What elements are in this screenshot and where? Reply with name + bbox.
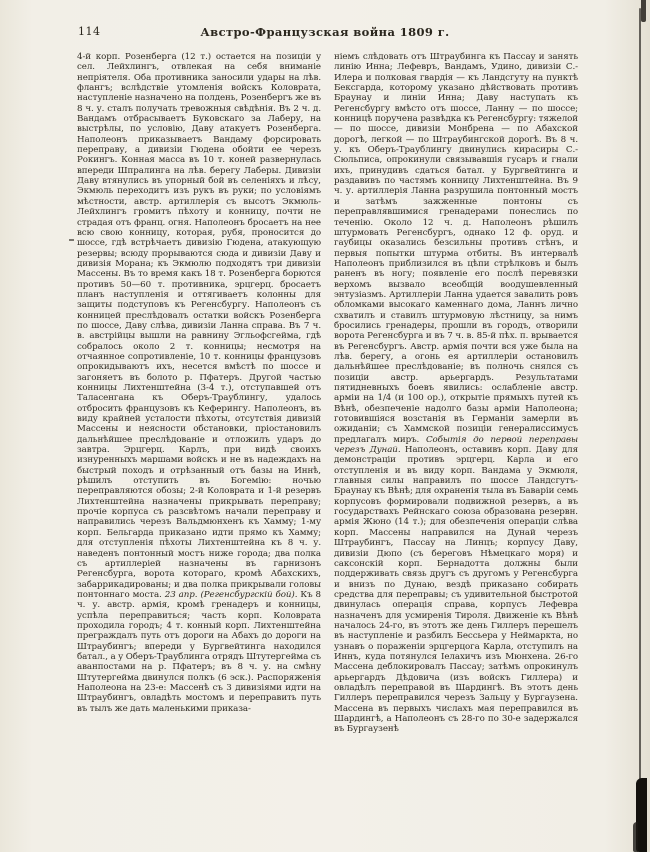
text-block — [77, 52, 578, 735]
page-header-title: Австро-Французская война 1809 г. — [200, 25, 450, 39]
page-header — [0, 0, 650, 43]
scan-top-artifact — [641, 0, 646, 22]
page-number: 114 — [78, 25, 101, 38]
text-column-right: ніемъ слѣдовать отъ Штраубинга къ Пассау и занять линію Инна; Лефевръ, Вандамъ, Удино, дивизіи С.-Илера и полковая гвардія — къ Ландсгуту на пунктѣ Бексгарда, которому указано дѣйствовать противъ Браунау и линіи Инна; Даву наступать къ Регенсбургу вмѣсто отъ шоссе, Ланну — по шоссе; конницѣ поручена развѣдка къ Регенсбургу: тяжелой — по шоссе, дивизіи Монбрена — по Абахской дорогѣ, легкой — по Штраубингской дорогѣ. Въ 8 ч. у. къ Оберъ-Траублингу двинулись кирасиры С.-Сюльписа, опрокинули связывавшія гусаръ и гнали ихъ, принудивъ сдаться батал. у Бургвейтинга и раздавивъ по частямъ конницу Лихтенштейна. Въ 9 ч. у. артиллерія Ланна разрушила понтонный мостъ и затѣмъ зажженные понтоны съ переправлявшимися гренадерами понеслись по теченію. Около 12 ч. д. Наполеонъ рѣшилъ штурмовать Регенсбургъ, однако 12 ф. оруд. и гаубицы оказались безсильны противъ стѣнъ, и первыя попытки штурма отбиты. Въ интервалѣ Наполеонъ приблизился въ цѣпи стрѣлковъ и былъ раненъ въ ногу; появленіе его послѣ перевязки верхомъ вызвало всеобщій воодушевленный энтузіазмъ. Артиллеріи Ланна удается завалить ровъ обломками высокаго каменнаго дома, Ланнъ лично схватилъ и ставилъ штурмовую лѣстницу, за нимъ бросились гренадеры, прошли въ городъ, отворили ворота Регенсбурга и въ 7 ч. в. 85-й пѣх. п. врывается въ Регенсбургъ. Австр. армія почти вся уже была на лѣв. берегу, а огонь ея артиллеріи остановилъ дальнѣйшее преслѣдованіе; въ полночь снялся съ позиціи австр. арьергардъ. Результатами пятидневныхъ боевъ явились: ослабленіе австр. арміи на 1/4 (и 100 ор.), открытіе прямыхъ путей къ Вѣнѣ, обезпеченіе надолго базы арміи Наполеона; готовившіяся возстанія въ Германіи замерли въ ожиданіи; съ Хаммской позиціи генералиссимусъ предлагалъ миръ. Событія до первой переправы черезъ Дунай. Наполеонъ, оставивъ корп. Даву для демонстраціи противъ эрцгерц. Карла и его отступленія и въ виду корп. Вандама у Экмюля, главныя силы направилъ по шоссе Ландсгутъ-Браунау къ Вѣнѣ; для охраненія тыла въ Баваріи семь корпусовъ формировали подвижной резервъ, а въ государствахъ Рейнскаго союза образована резервн. армія Жюно (14 т.); для обезпеченія операціи слѣва корп. Массены направился на Дунай черезъ Штраубингъ, Пассау на Линцъ; корпусу Даву, дивизіи Дюпо (съ береговъ Нѣмецкаго моря) и саксонскій корп. Бернадотта должны были поддерживать связь другъ съ другомъ у Регенсбурга и внизъ по Дунаю, вездѣ приказано собирать средства для переправы; съ удивительной быстротой двинулась операція справа, корпусъ Лефевра назначенъ для усмиренія Тироля. Движеніе къ Вѣнѣ началось 24-го, въ этотъ же день Гиллеръ перешелъ въ наступленіе и разбилъ Бессьера у Неймаркта, но узнавъ о пораженіи эрцгерцога Карла, отступилъ на Иннъ, куда потянулся Іелахичъ изъ Мюнхена. 26-го Массена деблокировалъ Пассау; затѣмъ опрокинулъ арьергардъ Дѣдовича (изъ войскъ Гиллера) и овладѣлъ переправой въ Шардингѣ. Въ этотъ день Гиллеръ переправился черезъ Зальцу у Бургаузена. Массена въ первыхъ числахъ мая переправился въ Шардингѣ, а Наполеонъ съ 28-го по 30-е задержался въ Бургаузенѣ — [334, 52, 578, 735]
text-column-left: 4-й корп. Розенберга (12 т.) остается на позиціи у сел. Лейхлингъ, отвлекая на себя вниманіе непріятеля. Оба противника заносили удары на лѣв. флангъ; вслѣдствіе утомленія войскъ Коловрата, наступленіе назначено на полдень, Розенбергъ же въ 8 ч. у. сталъ получать тревожныя свѣдѣнія. Въ 2 ч. д. Вандамъ отбрасываетъ Буковскаго за Лаберу, на выстрѣлы, по условію, Даву атакуетъ Розенберга. Наполеонъ приказываетъ Вандаму форсировать переправу, а дивизіи Гюдена обойти ее черезъ Рокингъ. Конная масса въ 10 т. коней развернулась впереди Шпралинга на лѣв. берегу Лаберы. Дивизіи Даву втянулись въ упорный бой въ селеніяхъ и лѣсу, Экмюль переходитъ изъ рукъ въ руки; по условіямъ мѣстности, австр. артиллерія съ высотъ Экмюль-Лейхлингъ громитъ пѣхоту и конницу, почти не страдая отъ франц. огня. Наполеонъ бросаетъ на нее всю свою конницу, которая, рубя, проносится до шоссе, гдѣ встрѣчаетъ дивизію Гюдена, атакующую резервы; всюду прорываются сюда и дивизіи Даву и дивизія Морана; къ Экмюлю подходятъ три дивизіи Массены. Въ то время какъ 18 т. Розенберга борются противъ 50—60 т. противника, эрцгерц. бросаетъ планъ наступленія и оттягиваетъ колонны для защиты подступовъ къ Регенсбургу. Наполеонъ съ конницей преслѣдовалъ остатки войскъ Розенберга по шоссе, Даву слѣва, дивизіи Ланна справа. Въ 7 ч. в. австрійцы вышли на равнину Эгльофсгейма, гдѣ собралось около 2 т. конницы; несмотря на отчаянное сопротивленіе, 10 т. конницы французовъ опрокидываютъ ихъ, несется вмѣстѣ по шоссе и загоняетъ въ болото р. Пфатеръ. Другой частью конницы Лихтенштейна (3-4 т.), отступавшей отъ Таласенгана къ Оберъ-Траублингу, удалось отбросить французовъ къ Кеферингу. Наполеонъ, въ виду крайней усталости пѣхоты, отсутствія дивизій Массены и неясности обстановки, пріостановилъ дальнѣйшее преслѣдованіе и отложилъ ударъ до завтра. Эрцгерц. Карлъ, при видѣ своихъ изнуренныхъ маршами войскъ и не въ надеждахъ на быстрый походъ и отрѣзанный отъ базы на Иннѣ, рѣшилъ отступить въ Богемію: ночью переправляются обозы; 2-й Коловрата и 1-й резервъ Лихтенштейна назначены прикрывать переправу; прочіе корпуса съ разсвѣтомъ начали переправу и направились черезъ Вальдмюнхенъ къ Хамму; 1-му корп. Бельгарда приказано идти прямо къ Хамму; для отступленія пѣхоты Лихтенштейна къ 8 ч. у. наведенъ понтонный мостъ ниже города; два полка съ артиллеріей назначены въ гарнизонъ Регенсбурга, ворота котораго, кромѣ Абахскихъ, забаррикадированы; и два полка прикрывали головы понтоннаго моста. 23 апр. (Регенсбургскій бой). Къ 8 ч. у. австр. армія, кромѣ гренадеръ и конницы, успѣла переправиться; часть корп. Коловрата проходила городъ; 4 т. конный корп. Лихтенштейна преграждалъ путь отъ дороги на Абахъ до дороги на Штраубингъ; впереди у Бургвейтинга находился батал., а у Оберъ-Траублинга отрядъ Штутергейма съ аванпостами на р. Пфатеръ; въ 8 ч. у. на смѣну Штутергейма двинулся полкъ (6 эск.). Распоряженія Наполеона на 23-е: Массенѣ съ 3 дивизіями идти на Штраубингъ, овладѣть мостомъ и переправить путь въ тылъ же дать маленькими приказа- — [77, 52, 321, 714]
scan-margin-speck — [69, 239, 74, 241]
scan-corner-artifact-2 — [633, 822, 638, 852]
scan-edge-artifact — [639, 8, 641, 838]
